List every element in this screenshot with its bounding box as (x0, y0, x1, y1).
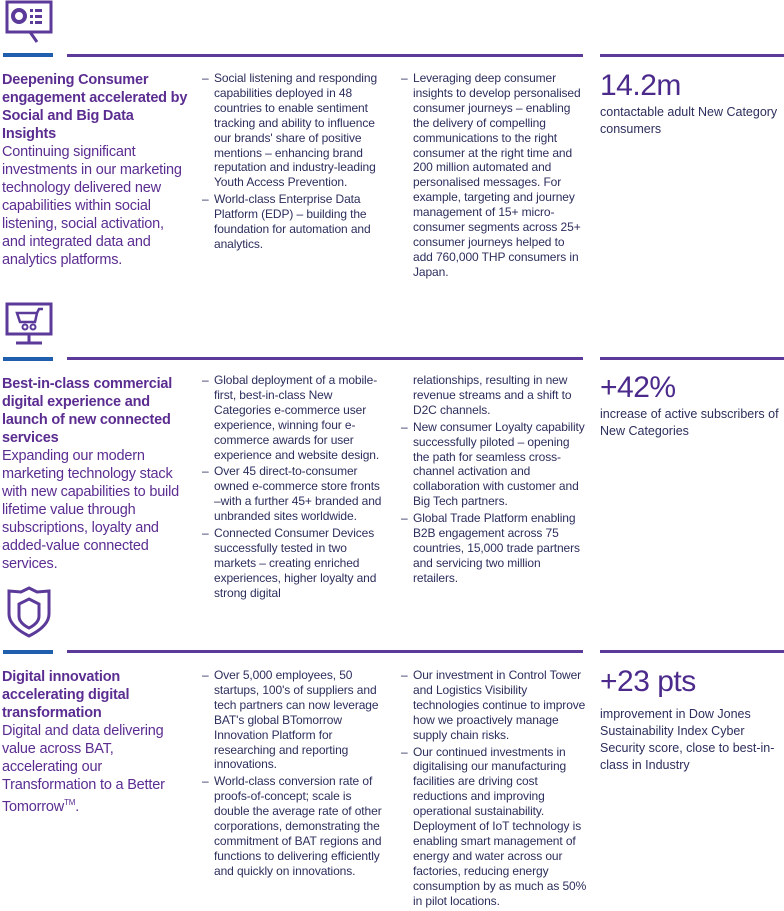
purple-rule (600, 54, 784, 57)
section-headline: Deepening Consumer engagement accelerated by Social and Big Data Insights (2, 72, 188, 142)
bullet-item: – Leveraging deep consumer insights to develop personalised consumer journeys – enabling the delivery of compelling communications to the right consumer at the right time and 200 million automated and personalised messages. For example, targeting and journey management of 15+ micro-consumer segments across 25+ consumer journeys helped to add 760,000 THP consumers in Japan. (401, 71, 587, 280)
purple-rule (600, 357, 784, 360)
section-headline: Best-in-class commercial digital experience and launch of new connected services (2, 376, 173, 446)
trademark: TM (64, 798, 76, 807)
shopping-cart-monitor-icon (4, 302, 54, 348)
blue-rule (3, 357, 53, 361)
bullet-item: – Global Trade Platform enabling B2B engagement across 75 countries, 15,000 trade partners and servicing two million retailers. (401, 511, 587, 586)
subtitle-text: Digital and data delivering value across BAT, accelerating our Transformation to a Better Tomorrow (2, 723, 165, 815)
section-subtitle: Expanding our modern marketing technology stack with new capabilities to build lifetime value through subscriptions, loyalty and added-value connected services. (2, 448, 179, 572)
bullet-item: – Social listening and responding capabilities deployed in 48 countries to enable sentiment tracking and ability to influence our brands' share of positive mentions – enhancing brand reputation and industry-leading Youth Access Prevention. (202, 71, 384, 190)
bullet-continuation: relationships, resulting in new revenue streams and a shift to D2C channels. (413, 373, 572, 417)
shield-icon (4, 586, 54, 638)
purple-rule (67, 357, 583, 360)
section-headline: Digital innovation accelerating digital transformation (2, 669, 130, 721)
bullet-item: – World-class Enterprise Data Platform (EDP) – building the foundation for automation and analytics. (202, 192, 384, 252)
bullet-item: – Our continued investments in digitalising our manufacturing facilities are driving cost reductions and improving operational sustainability. Deployment of IoT technology is enabling smart management of energy and water across our factories, reducing energy consumption by as much as 50% in pilot locations. (401, 745, 587, 909)
stat-value: +42% (600, 371, 676, 404)
bullet-item: – New consumer Loyalty capability successfully piloted – opening the path for seamless cross-channel activation and collaboration with customer and Big Tech partners. (401, 420, 587, 509)
blue-rule (3, 650, 53, 654)
bullet-item: – Over 45 direct-to-consumer owned e-commerce store fronts –with a further 45+ branded and unbranded sites worldwide. (202, 464, 384, 524)
analytics-monitor-icon (4, 0, 54, 46)
bullet-item: – World-class conversion rate of proofs-of-concept; scale is double the average rate of other corporations, demonstrating the commitment of BAT regions and functions to delivering efficiently and quickly on innovations. (202, 774, 384, 878)
stat-value: +23 pts (600, 665, 696, 698)
stat-description: increase of active subscribers of New Categories (600, 407, 779, 438)
section-subtitle (2, 722, 188, 816)
purple-rule (600, 650, 784, 653)
subtitle-end: . (75, 798, 80, 815)
bullet-item: – Connected Consumer Devices successfully tested in two markets – creating enriched experiences, higher loyalty and strong digital (202, 526, 384, 601)
stat-description: improvement in Dow Jones Sustainability Index Cyber Security score, close to best-in-class in Industry (600, 707, 775, 772)
bullet-item: – Over 5,000 employees, 50 startups, 100's of suppliers and tech partners can now leverage BAT's global BTomorrow Innovation Platform for researching and reporting innovations. (202, 668, 384, 772)
stat-value: 14.2m (600, 69, 681, 102)
blue-rule (3, 53, 53, 57)
bullet-item: – Our investment in Control Tower and Logistics Visibility technologies continue to improve how we proactively manage supply chain risks. (401, 668, 587, 743)
purple-rule (67, 54, 583, 57)
stat-description: contactable adult New Category consumers (600, 105, 778, 136)
purple-rule (67, 650, 583, 653)
bullet-item: – Global deployment of a mobile-first, best-in-class New Categories e-commerce user experience, winning four e-commerce awards for user experience and website design. (202, 373, 384, 462)
section-subtitle: Continuing significant investments in our marketing technology delivered new capabilities within social listening, social activation, and integrated data and analytics platforms. (2, 144, 182, 268)
